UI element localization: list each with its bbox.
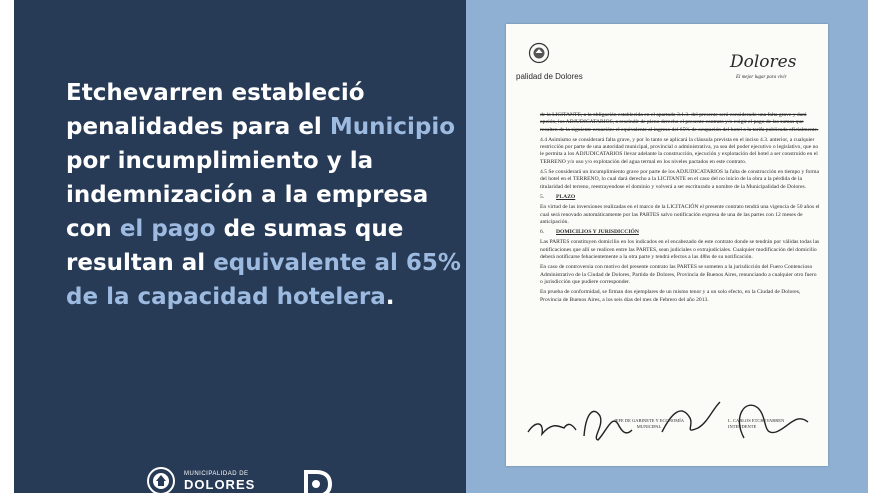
document-paragraph-domicilios: Las PARTES constituyen domicilio en los indicados en el encabezado de este contrato donde se tendrán por válidas todas las notificaciones que allí se realicen entre las PARTES, sean judiciales o extrajudiciales. Cualquier modificación del domicilio deberá notificarse fehacientemente a la otra parte y tendrá efectos a las 48hs de su notificación. <box>540 239 820 261</box>
footer-logos <box>144 466 384 493</box>
headline-text: Etchevarren estableció penalidades para el <box>66 80 365 140</box>
document-brand-tagline: El mejor lugar para vivir <box>736 75 787 80</box>
municipal-seal-icon <box>528 42 550 69</box>
document-paragraph-4-5: 4.5 Se considerará un incumplimiento grave por parte de los ADJUDICATARIOS la falta de construcción en tiempo y forma del hotel en el TERRENO, lo cual dará derecho a la LICITANTE en el caso del no inicio de la obra a la pérdida de la titularidad del terreno, reestrayendose el dominio y volverá a ser escriturado a nombre de la Municipalidad de Dolores. <box>540 169 820 190</box>
document-paragraph-plazo: En virtud de las inversiones realizadas en el marco de la LICITACIÓN el presente contrato tendrá una vigencia de 50 años el cual será renovado automáticamente por las PARTES salvo notificación expresa de una de las partes con 12 meses de anticipación. <box>540 204 820 225</box>
headline <box>66 76 466 314</box>
headline-highlight-equivalente: equivalente al 65% de la capacidad hotelera <box>66 250 461 310</box>
section-title: PLAZO <box>556 193 576 200</box>
contract-document <box>506 24 828 466</box>
headline-text: . <box>385 284 395 310</box>
headline-text: por incumplimiento y la indemnización a la empresa con <box>66 148 429 242</box>
left-panel <box>14 0 466 493</box>
document-section-heading <box>540 229 820 236</box>
document-paragraph-conformidad: En prueba de conformidad, se firman dos ejemplares de un mismo tenor y a un solo efecto, en la Ciudad de Dolores, Provincia de Buenos Aires, a los seis días del mes de Febrero del año 2013. <box>540 289 801 303</box>
municipality-wordmark <box>184 470 255 492</box>
document-paragraph-4-4: 4.4 Asimismo se considerará falta grave, y por lo tanto se aplicará la cláusula prevista en el inciso 4.3. anterior, a cualquier restricción por parte de una autoridad municipal, provincial o administrativa, ya sea del poder ejecutivo o legislativo, que no le permita a los ADJUDICATARIOS llevar adelante la construcción, ejecución y explotación del hotel a ser construido en el TERRENO y/o uso y/o explotación del agua termal en los niveles pactados en este contrato. <box>540 136 819 165</box>
section-number: 6. <box>540 229 545 236</box>
municipality-label-small: MUNICIPALIDAD DE <box>184 471 249 477</box>
right-panel <box>466 0 868 493</box>
document-header-municipality: palidad de Dolores <box>516 72 583 81</box>
d-brand-icon <box>300 468 334 493</box>
signature-mark <box>528 424 576 434</box>
municipality-label-big: DOLORES <box>184 477 256 492</box>
section-title: DOMICILIOS Y JURISDICCIÓN <box>556 229 639 236</box>
signature-caption: JEFE DE GABINETE Y ECONOMÍA MUNICIPAL <box>614 418 684 429</box>
municipal-seal-icon <box>144 466 178 493</box>
headline-highlight-pago: el pago <box>119 216 216 242</box>
headline-text: de sumas que resultan al <box>66 216 404 276</box>
document-body <box>540 112 820 307</box>
headline-highlight-municipio: Municipio <box>329 114 456 140</box>
document-section-heading <box>540 194 820 201</box>
document-paragraph-jurisdiccion: En caso de controversia con motivo del presente contrato las PARTES se someten a la jurisdicción del Fuero Contencioso Administrativo de la Ciudad de Dolores, Partido de Dolores, Provincia de Buenos Aires, renunciando a cualquier otro fuero o jurisdicción que pudiere corresponder. <box>540 264 817 285</box>
document-brand-logo: Dolores <box>730 52 797 72</box>
section-number: 5. <box>540 193 545 200</box>
signature-caption: L. CARLOS ETCHEVARREN INTENDENTE <box>728 418 785 429</box>
document-paragraph-struck: de la LICITANTE, a la obligación establecida en el apartado 3.1.3. del presente será considerado una falta grave y dará opción, los ADJUDICATARIOS, a rescindir de pleno derecho el presente contrato y/o exigir el pago de las sumas que resulten de la siguiente ecuación: el equivalente al ingreso del 65% de ocupación del hotel a la tarifa publicada oficialmente. <box>540 112 819 133</box>
